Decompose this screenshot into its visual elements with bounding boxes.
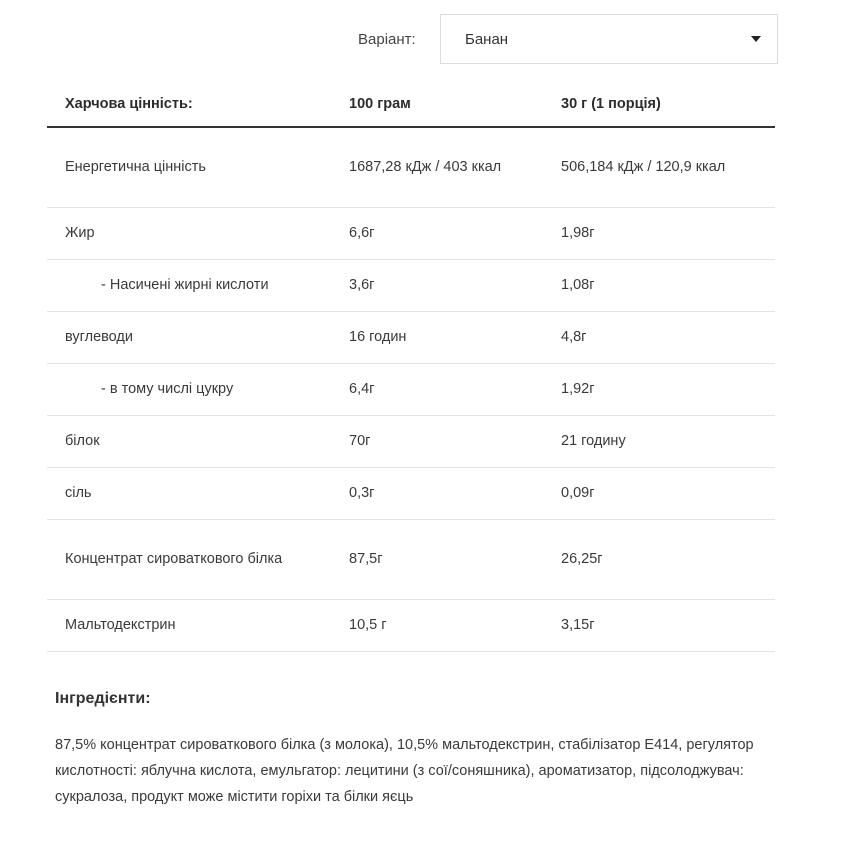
nutrient-per-100g: 0,3г bbox=[349, 485, 375, 501]
variant-row bbox=[358, 14, 778, 64]
variant-select[interactable] bbox=[440, 14, 778, 64]
nutrient-name: - Насичені жирні кислоти bbox=[101, 277, 269, 293]
nutrient-per-serving: 1,08г bbox=[561, 277, 595, 293]
table-row bbox=[47, 363, 775, 415]
nutrient-name: Жир bbox=[65, 225, 95, 241]
nutrient-per-serving: 3,15г bbox=[561, 617, 595, 633]
nutrient-per-100g: 10,5 г bbox=[349, 617, 387, 633]
nutrient-per-100g: 70г bbox=[349, 433, 371, 449]
nutrient-name: - в тому числі цукру bbox=[101, 381, 234, 397]
nutrient-name: Енергетична цінність bbox=[65, 159, 206, 176]
nutrient-per-serving: 21 годину bbox=[561, 433, 626, 449]
nutrient-per-serving: 1,92г bbox=[561, 381, 595, 397]
nutrient-per-serving: 4,8г bbox=[561, 329, 587, 345]
nutrient-per-100g: 6,4г bbox=[349, 381, 375, 397]
nutrient-name: Мальтодекстрин bbox=[65, 617, 176, 633]
nutrient-name: вуглеводи bbox=[65, 329, 133, 345]
table-row bbox=[47, 519, 775, 599]
table-row bbox=[47, 415, 775, 467]
nutrient-per-100g: 87,5г bbox=[349, 551, 383, 567]
nutrient-per-serving: 26,25г bbox=[561, 551, 603, 567]
ingredients-title: Інгредієнти: bbox=[55, 690, 151, 707]
nutrient-name: Концентрат сироваткового білка bbox=[65, 551, 283, 567]
table-row bbox=[47, 127, 775, 207]
header-per-serving: 30 г (1 порція) bbox=[561, 96, 661, 112]
table-row bbox=[47, 311, 775, 363]
caret-down-icon bbox=[751, 36, 761, 42]
nutrient-per-serving: 0,09г bbox=[561, 485, 595, 501]
nutrient-name: білок bbox=[65, 433, 100, 449]
nutrient-per-100g: 3,6г bbox=[349, 277, 375, 293]
header-nutrition-value: Харчова цінність: bbox=[65, 96, 193, 112]
nutrient-per-100g: 1687,28 кДж / 403 ккал bbox=[349, 159, 502, 176]
table-row bbox=[47, 207, 775, 259]
nutrient-per-serving: 1,98г bbox=[561, 225, 595, 241]
header-per-100g: 100 грам bbox=[349, 96, 411, 112]
nutrient-name: сіль bbox=[65, 485, 92, 501]
variant-label: Варіант: bbox=[358, 30, 416, 48]
table-row bbox=[47, 467, 775, 519]
nutrition-header-row bbox=[47, 82, 775, 127]
nutrient-per-serving: 506,184 кДж / 120,9 ккал bbox=[561, 159, 726, 176]
nutrient-per-100g: 16 годин bbox=[349, 329, 407, 345]
nutrient-per-100g: 6,6г bbox=[349, 225, 375, 241]
ingredients-text: 87,5% концентрат сироваткового білка (з молока), 10,5% мальтодекстрин, стабілізатор Е414, регулятор кислотності: яблучна кислота, емульгатор: лецитини (з сої/соняшника), ароматизатор, підсолоджувач: сукралоза, продукт може містити горіхи та білки яєць bbox=[55, 737, 754, 805]
table-row bbox=[47, 599, 775, 651]
nutrition-table bbox=[47, 82, 775, 652]
variant-selected-value: Банан bbox=[465, 30, 509, 48]
table-row bbox=[47, 259, 775, 311]
